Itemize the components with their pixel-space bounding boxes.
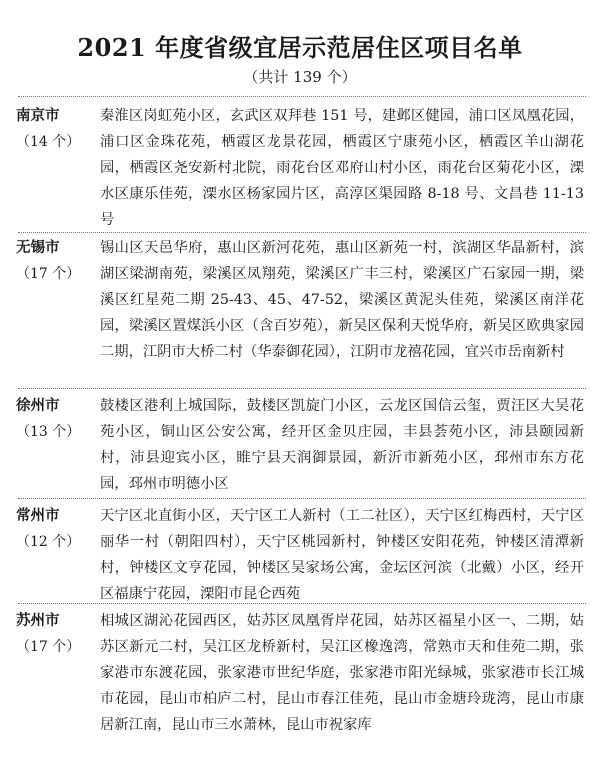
city-section-xuzhou [0, 393, 600, 497]
project-list: 相城区湖沁花园西区，姑苏区凤凰胥岸花园，姑苏区福星小区一、二期，姑苏区新元二村，吴江区龙桥新村，吴江区橡逸湾，常熟市天和佳苑二期，张家港市东渡花园，张家港市世纪华庭，张家港市阳光绿城，张家港市长江城市花园，昆山市柏庐二村，昆山市春江佳苑，昆山市金塘玲珑湾，昆山市康居新江南，昆山市三水萧林，昆山市祝家库 [100, 613, 584, 733]
section-divider [18, 603, 586, 604]
section-divider [18, 232, 586, 233]
project-list: 天宁区北直街小区，天宁区工人新村（工二社区），天宁区红梅西村，天宁区丽华一村（朝阳四村），天宁区桃园新村，钟楼区安阳花苑，钟楼区清潭新村，钟楼区文亨花园，钟楼区吴家场公寓，金坛区河滨（北戴）小区，经开区福康宁花园，溧阳市昆仑西苑 [100, 508, 584, 602]
city-count: （14 个） [16, 134, 81, 150]
city-count: （13 个） [16, 424, 81, 440]
city-name: 无锡市 [16, 240, 60, 256]
city-count: （17 个） [16, 639, 81, 655]
city-count: （17 个） [16, 266, 81, 282]
city-name: 南京市 [16, 108, 60, 124]
city-section-nanjing [0, 103, 600, 231]
city-section-changzhou [0, 503, 600, 607]
city-name: 苏州市 [16, 613, 60, 629]
project-list: 鼓楼区港利上城国际，鼓楼区凯旋门小区，云龙区国信云玺，贾汪区大吴花苑小区，铜山区公安公寓，经开区金贝庄园，丰县荟苑小区，沛县颐园新村，沛县迎宾小区，睢宁县天润御景园，新沂市新苑小区，邳州市东方花园，邳州市明德小区 [100, 398, 584, 492]
city-section-suzhou [0, 608, 600, 764]
section-divider [18, 498, 586, 499]
city-name: 徐州市 [16, 398, 60, 414]
project-list: 锡山区天邑华府，惠山区新河花苑，惠山区新苑一村，滨湖区华晶新村，滨湖区梁湖南苑，梁溪区凤翔苑，梁溪区广丰三村，梁溪区广石家园一期，梁溪区红星苑二期 25-43、45、47-52，梁溪区黄泥头佳苑，梁溪区南洋花园，梁溪区置煤浜小区（含百岁苑），新吴区保利天悦华府，新吴区欧典家园二期，江阴市大桥二村（华泰御花园），江阴市龙禧花园，宜兴市岳南新村 [100, 240, 584, 360]
city-count: （12 个） [16, 534, 81, 550]
project-list: 秦淮区岗虹苑小区，玄武区双拜巷 151 号，建邺区健园，浦口区凤凰花园，浦口区金珠花苑，栖霞区龙景花园，栖霞区宁康苑小区，栖霞区羊山湖花园，栖霞区尧安新村北院，雨花台区邓府山村小区，雨花台区菊花小区，溧水区康乐佳苑，溧水区杨家园片区，高淳区渠园路 8-18 号、文昌巷 11-13 号 [100, 108, 584, 228]
city-section-wuxi [0, 235, 600, 383]
section-divider [18, 96, 586, 97]
document-subtitle: （共计 139 个） [243, 68, 357, 86]
city-name: 常州市 [16, 508, 60, 524]
section-divider [18, 388, 586, 389]
document-title: 2021 年度省级宜居示范居住区项目名单 [77, 33, 523, 62]
